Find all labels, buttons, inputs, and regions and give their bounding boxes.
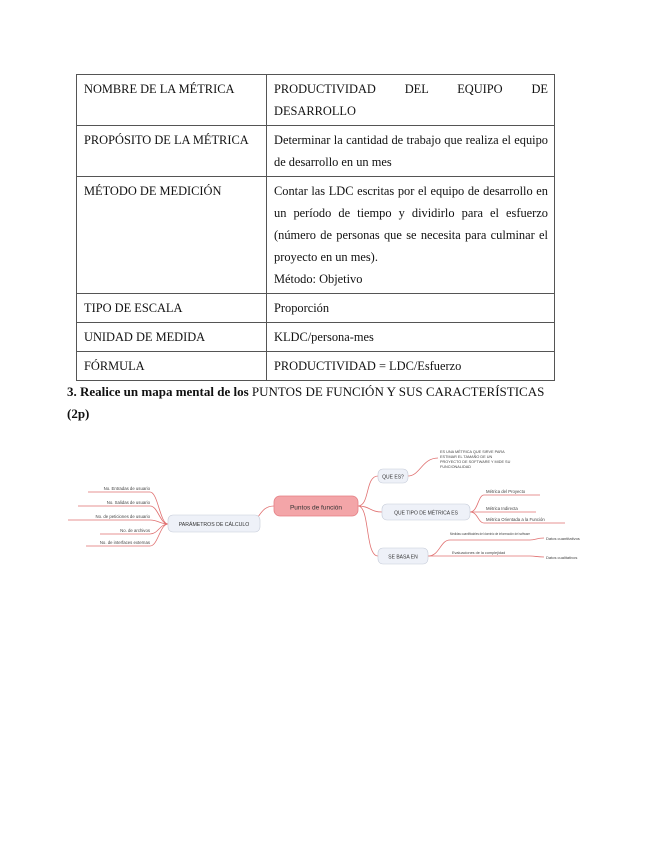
what-description: FUNCIONALIDAD [440,465,472,469]
question-points: (2p) [67,406,90,421]
based-subitem: Datos cualitativos [546,555,578,560]
connector [88,492,168,524]
parameter-item: No. Salidas de usuario [106,500,150,505]
row-value: PRODUCTIVIDAD DEL EQUIPO DE DESARROLLO [267,75,555,126]
row-label: MÉTODO DE MEDICIÓN [77,177,267,294]
method-type: Método: Objetivo [274,272,363,286]
table-row [77,294,555,323]
table-row [77,323,555,352]
type-item: Métrica del Proyecto [486,489,526,494]
what-description: PROYECTO DE SOFTWARE Y MIDE SU [440,460,511,464]
parameters-node-label: PARÁMETROS DE CÁLCULO [178,522,250,528]
types-node-label: QUE TIPO DE MÉTRICA ES [394,510,458,517]
connector [358,506,378,556]
parameter-item: No. de peticiones de usuario [95,514,150,519]
based-subitem: Datos cuantitativos [546,536,580,541]
row-value: Determinar la cantidad de trabajo que realiza el equipo de desarrollo en un mes [267,126,555,177]
connector [68,520,168,524]
question-heading [67,381,567,425]
row-value: Proporción [267,294,555,323]
row-label: UNIDAD DE MEDIDA [77,323,267,352]
question-topic: PUNTOS DE FUNCIÓN Y SUS CARACTERÍSTICAS [251,384,545,399]
connector [358,506,382,512]
question-number: 3. [67,384,77,399]
row-value [267,177,555,294]
parameter-item: No. de interfaces externas [99,540,150,545]
based-item: Medidas cuantificables del dominio de información del software [450,532,530,536]
table-row [77,177,555,294]
table-row [77,126,555,177]
row-label: NOMBRE DE LA MÉTRICA [77,75,267,126]
what-node-label: QUE ES? [382,474,404,481]
connector [358,476,378,506]
what-description: ESTIMAR EL TAMAÑO DE UN [440,455,493,459]
connector [530,538,544,540]
row-label: PROPÓSITO DE LA MÉTRICA [77,126,267,177]
row-label: FÓRMULA [77,352,267,381]
based-node-label: SE BASA EN [388,554,418,561]
connector [530,556,544,557]
row-label: TIPO DE ESCALA [77,294,267,323]
parameter-item: No. de archivos [120,528,150,533]
based-item: Evaluaciones de la complejidad [452,551,506,555]
table-row [77,75,555,126]
center-node-label: Puntos de función [289,504,343,512]
table-row [77,352,555,381]
mind-map [60,440,600,580]
type-item: Métrica Indirecta [486,506,518,511]
row-value: KLDC/persona-mes [267,323,555,352]
metric-table [76,74,555,381]
what-description: ES UNA MÉTRICA QUE SIRVE PARA [440,450,505,454]
parameter-item: No. Entradas de usuario [103,486,150,491]
question-text: Realice un mapa mental de los [80,384,249,399]
connector [408,458,438,476]
row-value: PRODUCTIVIDAD = LDC/Esfuerzo [267,352,555,381]
type-item: Métrica Orientada a la Función [486,517,545,522]
method-description: Contar las LDC escritas por el equipo de desarrollo en un período de tiempo y dividirlo para el esfuerzo (número de personas que se necesita para culminar el proyecto en un mes). [274,184,548,264]
